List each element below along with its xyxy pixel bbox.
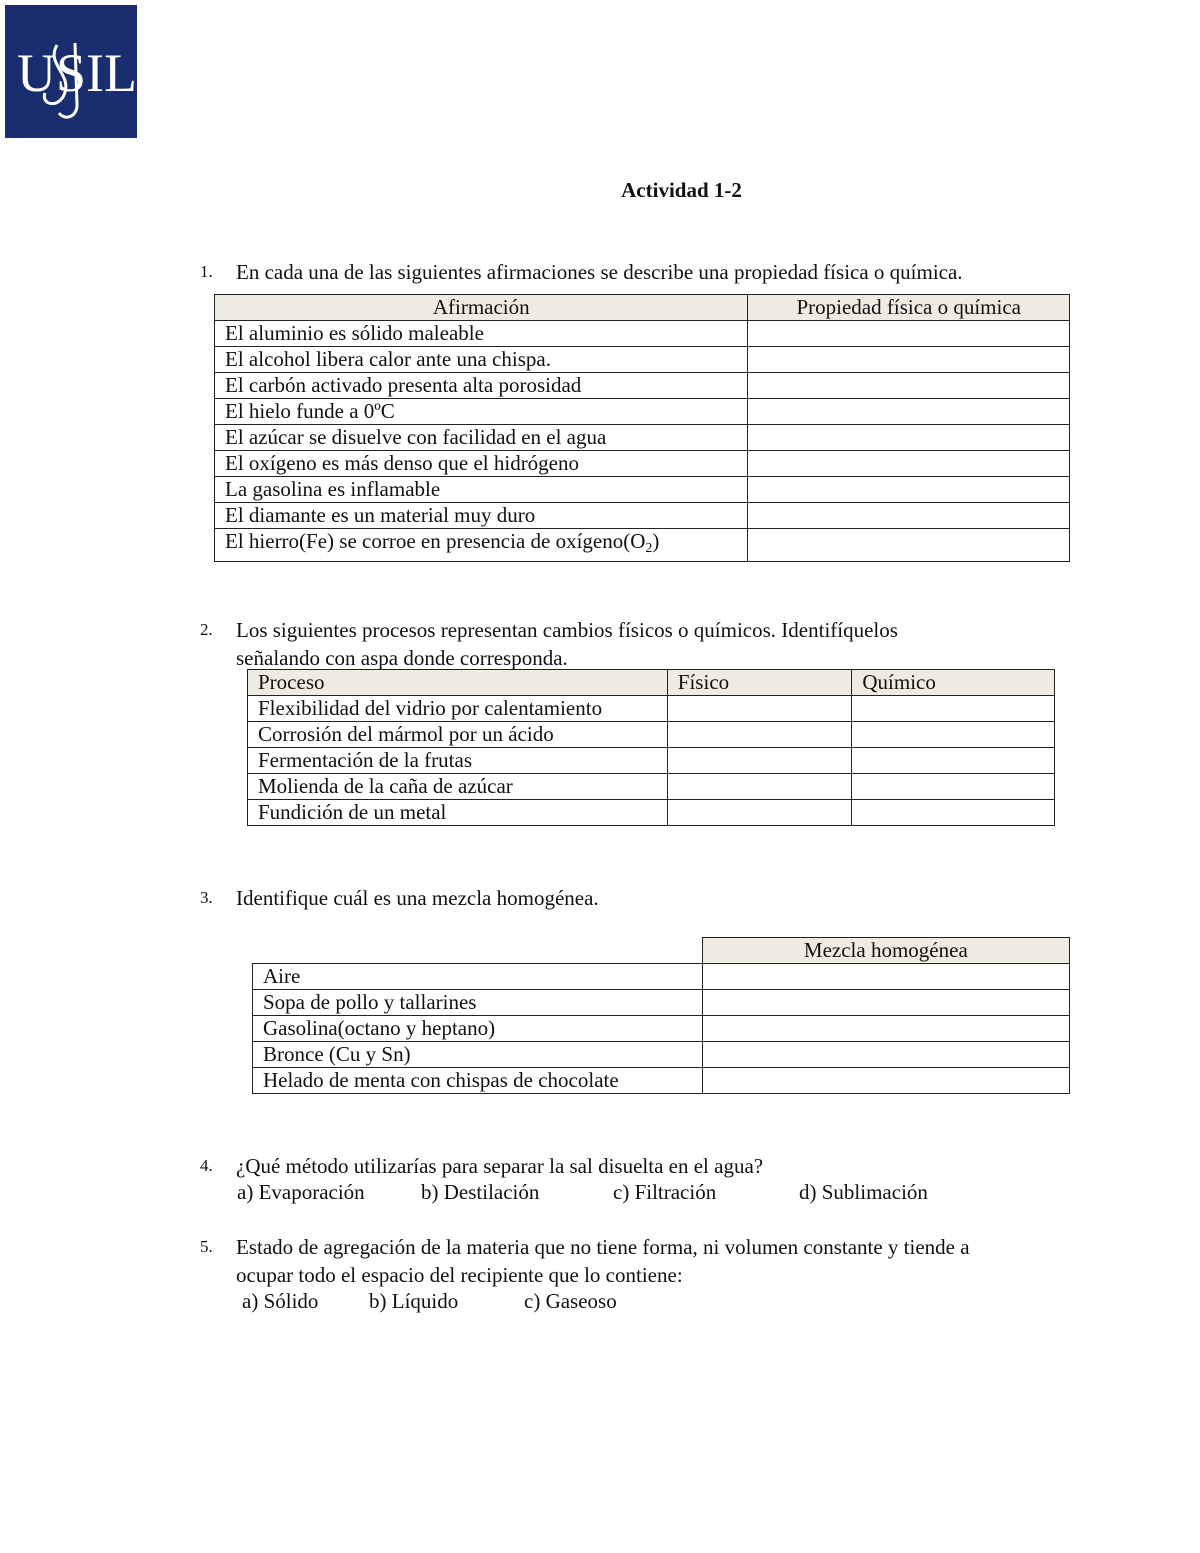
mixture-cell: Aire xyxy=(253,964,703,990)
process-cell: Fermentación de la frutas xyxy=(248,748,668,774)
column-header: Propiedad física o química xyxy=(748,295,1070,321)
answer-cell[interactable] xyxy=(702,1042,1069,1068)
column-header: Mezcla homogénea xyxy=(702,938,1069,964)
table-header-row xyxy=(253,938,1070,964)
table-row xyxy=(248,722,1055,748)
answer-cell[interactable] xyxy=(748,503,1070,529)
answer-cell[interactable] xyxy=(702,1016,1069,1042)
statement-cell: El alcohol libera calor ante una chispa. xyxy=(215,347,748,373)
statement-cell xyxy=(215,529,748,562)
question-text: Los siguientes procesos representan cambios físicos o químicos. Identifíquelos xyxy=(236,618,898,642)
table-header-row xyxy=(215,295,1070,321)
physical-cell[interactable] xyxy=(667,722,852,748)
table-row xyxy=(215,503,1070,529)
changes-table xyxy=(247,669,1055,826)
table-row xyxy=(215,425,1070,451)
mixture-cell: Gasolina(octano y heptano) xyxy=(253,1016,703,1042)
chemical-cell[interactable] xyxy=(852,774,1055,800)
option-c[interactable]: c) Filtración xyxy=(613,1180,717,1204)
option-a[interactable]: a) Evaporación xyxy=(237,1180,365,1204)
option-a[interactable]: a) Sólido xyxy=(242,1289,319,1313)
table-row xyxy=(215,321,1070,347)
process-cell: Corrosión del mármol por un ácido xyxy=(248,722,668,748)
physical-cell[interactable] xyxy=(667,748,852,774)
chemical-cell[interactable] xyxy=(852,800,1055,826)
table-row xyxy=(248,748,1055,774)
statement-cell: El azúcar se disuelve con facilidad en el agua xyxy=(215,425,748,451)
table-row xyxy=(215,477,1070,503)
physical-cell[interactable] xyxy=(667,800,852,826)
subscript: 2 xyxy=(645,541,653,556)
answer-cell[interactable] xyxy=(748,373,1070,399)
answer-cell[interactable] xyxy=(702,1068,1069,1094)
table-row xyxy=(215,451,1070,477)
statement-cell: El oxígeno es más denso que el hidrógeno xyxy=(215,451,748,477)
question-text-line2: señalando con aspa donde corresponda. xyxy=(236,646,568,670)
statement-text: El hierro(Fe) se corroe en presencia de oxígeno(O xyxy=(225,529,646,553)
question-text: ¿Qué método utilizarías para separar la sal disuelta en el agua? xyxy=(236,1154,764,1178)
properties-table xyxy=(214,294,1070,562)
table-row xyxy=(215,347,1070,373)
question-text-line2: ocupar todo el espacio del recipiente que lo contiene: xyxy=(236,1263,683,1287)
physical-cell[interactable] xyxy=(667,774,852,800)
usil-logo xyxy=(5,5,137,138)
statement-cell: El diamante es un material muy duro xyxy=(215,503,748,529)
answer-cell[interactable] xyxy=(748,347,1070,373)
question-number: 2. xyxy=(200,620,213,639)
column-header: Afirmación xyxy=(215,295,748,321)
usil-logo-mark xyxy=(5,5,137,138)
process-cell: Molienda de la caña de azúcar xyxy=(248,774,668,800)
column-header: Proceso xyxy=(248,670,668,696)
question-text: Identifique cuál es una mezcla homogénea. xyxy=(236,886,599,910)
statement-text-end: ) xyxy=(652,529,660,553)
option-c[interactable]: c) Gaseoso xyxy=(524,1289,617,1313)
column-header: Físico xyxy=(667,670,852,696)
process-cell: Fundición de un metal xyxy=(248,800,668,826)
answer-cell[interactable] xyxy=(748,529,1070,562)
answer-cell[interactable] xyxy=(748,425,1070,451)
mixture-cell: Bronce (Cu y Sn) xyxy=(253,1042,703,1068)
question-number: 1. xyxy=(200,262,213,281)
table-row xyxy=(253,990,1070,1016)
table-row xyxy=(248,696,1055,722)
chemical-cell[interactable] xyxy=(852,748,1055,774)
statement-cell: El carbón activado presenta alta porosidad xyxy=(215,373,748,399)
table-header-row xyxy=(248,670,1055,696)
table-row xyxy=(253,964,1070,990)
answer-cell[interactable] xyxy=(702,990,1069,1016)
question-text: En cada una de las siguientes afirmaciones se describe una propiedad física o química. xyxy=(236,260,963,284)
chemical-cell[interactable] xyxy=(852,696,1055,722)
answer-cell[interactable] xyxy=(748,477,1070,503)
table-row xyxy=(253,1068,1070,1094)
question-text: Estado de agregación de la materia que no tiene forma, ni volumen constante y tiende a xyxy=(236,1235,970,1259)
option-b[interactable]: b) Líquido xyxy=(369,1289,459,1313)
answer-cell[interactable] xyxy=(748,399,1070,425)
mixture-cell: Sopa de pollo y tallarines xyxy=(253,990,703,1016)
statement-cell: El aluminio es sólido maleable xyxy=(215,321,748,347)
physical-cell[interactable] xyxy=(667,696,852,722)
table-row xyxy=(248,800,1055,826)
question-number: 3. xyxy=(200,888,213,907)
question-number: 4. xyxy=(200,1156,213,1175)
table-row xyxy=(253,1016,1070,1042)
answer-cell[interactable] xyxy=(748,321,1070,347)
answer-cell[interactable] xyxy=(702,964,1069,990)
table-row xyxy=(215,529,1070,562)
empty-header-cell xyxy=(253,938,703,964)
process-cell: Flexibilidad del vidrio por calentamiento xyxy=(248,696,668,722)
table-row xyxy=(253,1042,1070,1068)
option-b[interactable]: b) Destilación xyxy=(421,1180,540,1204)
statement-cell: La gasolina es inflamable xyxy=(215,477,748,503)
answer-cell[interactable] xyxy=(748,451,1070,477)
statement-cell: El hielo funde a 0ºC xyxy=(215,399,748,425)
column-header: Químico xyxy=(852,670,1055,696)
table-row xyxy=(248,774,1055,800)
mixtures-table xyxy=(252,937,1070,1094)
page-title: Actividad 1-2 xyxy=(621,178,742,202)
option-d[interactable]: d) Sublimación xyxy=(799,1180,928,1204)
chemical-cell[interactable] xyxy=(852,722,1055,748)
logo-lettering: USIL xyxy=(17,43,137,103)
table-row xyxy=(215,373,1070,399)
question-number: 5. xyxy=(200,1237,213,1256)
mixture-cell: Helado de menta con chispas de chocolate xyxy=(253,1068,703,1094)
table-row xyxy=(215,399,1070,425)
